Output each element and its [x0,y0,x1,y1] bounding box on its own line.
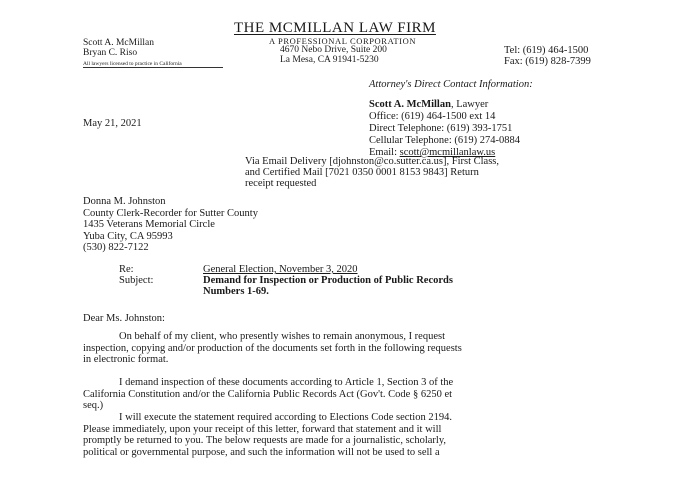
body-p3-line-1: I will execute the statement required according to Elections Code section 2194. [119,412,452,423]
attorney-name-line [369,99,520,111]
letter-date: May 21, 2021 [83,118,142,129]
delivery-line-3: receipt requested [245,178,317,189]
body-paragraph-2 [83,377,453,412]
body-paragraph-1 [83,331,462,366]
recipient-title: County Clerk-Recorder for Sutter County [83,207,258,219]
delivery-line-1: Via Email Delivery [djohnston@co.sutter.ca.us], First Class, [245,156,499,167]
subject-line-2: Numbers 1-69. [203,286,269,297]
licensed-rule [83,67,223,68]
recipient-street: 1435 Veterans Memorial Circle [83,219,215,230]
re-value: General Election, November 3, 2020 [203,264,358,275]
body-p2-line-3: seq.) [83,400,104,411]
firm-address-line2: La Mesa, CA 91941-5230 [280,55,379,65]
firm-name: THE MCMILLAN LAW FIRM [234,20,436,36]
body-p1-line-2: inspection, copying and/or production of the documents set forth in the following requests [83,342,462,354]
lawyer-list [83,38,154,58]
firm-address-line1: 4670 Nebo Drive, Suite 200 [280,45,387,55]
subject-label: Subject: [119,275,154,286]
recipient-name: Donna M. Johnston [83,196,166,207]
direct-contact-block [369,99,520,159]
attorney-direct-phone: Direct Telephone: (619) 393-1751 [369,123,513,134]
body-p1-line-3: in electronic format. [83,354,169,365]
salutation: Dear Ms. Johnston: [83,313,165,324]
lawyer-name-2: Bryan C. Riso [83,48,138,58]
body-p3-line-4: political or governmental purpose, and such the information will not be used to sell a [83,446,440,458]
firm-fax: Fax: (619) 828-7399 [504,56,591,67]
recipient-address [83,196,258,254]
email-label: Email: [369,147,400,158]
reference-values [203,264,453,297]
email-link[interactable]: scott@mcmillanlaw.us [399,147,496,158]
body-paragraph-3 [83,412,452,458]
attorney-office: Office: (619) 464-1500 ext 14 [369,111,496,122]
subject-line-1: Demand for Inspection or Production of Public Records [203,275,453,286]
re-label: Re: [119,264,134,275]
recipient-city: Yuba City, CA 95993 [83,230,173,242]
body-p2-line-2: California Constitution and/or the California Public Records Act (Gov't. Code § 6250 et [83,388,453,400]
firm-tel: Tel: (619) 464-1500 [504,45,589,56]
body-p3-line-3: promptly be returned to you. The below requests are made for a journalistic, scholarly, [83,435,447,446]
delivery-line-2: and Certified Mail [7021 0350 0001 8153 9843] Return [245,167,479,178]
lawyer-name-1: Scott A. McMillan [83,38,154,48]
licensed-note: All lawyers licensed to practice in California [83,61,182,67]
firm-subtitle: A PROFESSIONAL CORPORATION [269,36,417,46]
body-p3-line-2: Please immediately, upon your receipt of this letter, forward that statement and it will [83,423,442,435]
firm-address [280,45,387,65]
recipient-phone: (530) 822-7122 [83,242,149,253]
body-p1-line-1: On behalf of my client, who presently wishes to remain anonymous, I request [119,331,446,342]
body-p2-line-1: I demand inspection of these documents according to Article 1, Section 3 of the [119,377,454,388]
reference-labels [119,264,153,286]
delivery-method [245,156,499,189]
attorney-name: Scott A. McMillan [369,99,451,110]
attorney-role: , Lawyer [450,99,489,110]
firm-phones [504,45,591,67]
direct-contact-title: Attorney's Direct Contact Information: [369,79,533,90]
attorney-cell-phone: Cellular Telephone: (619) 274-0884 [369,135,520,146]
